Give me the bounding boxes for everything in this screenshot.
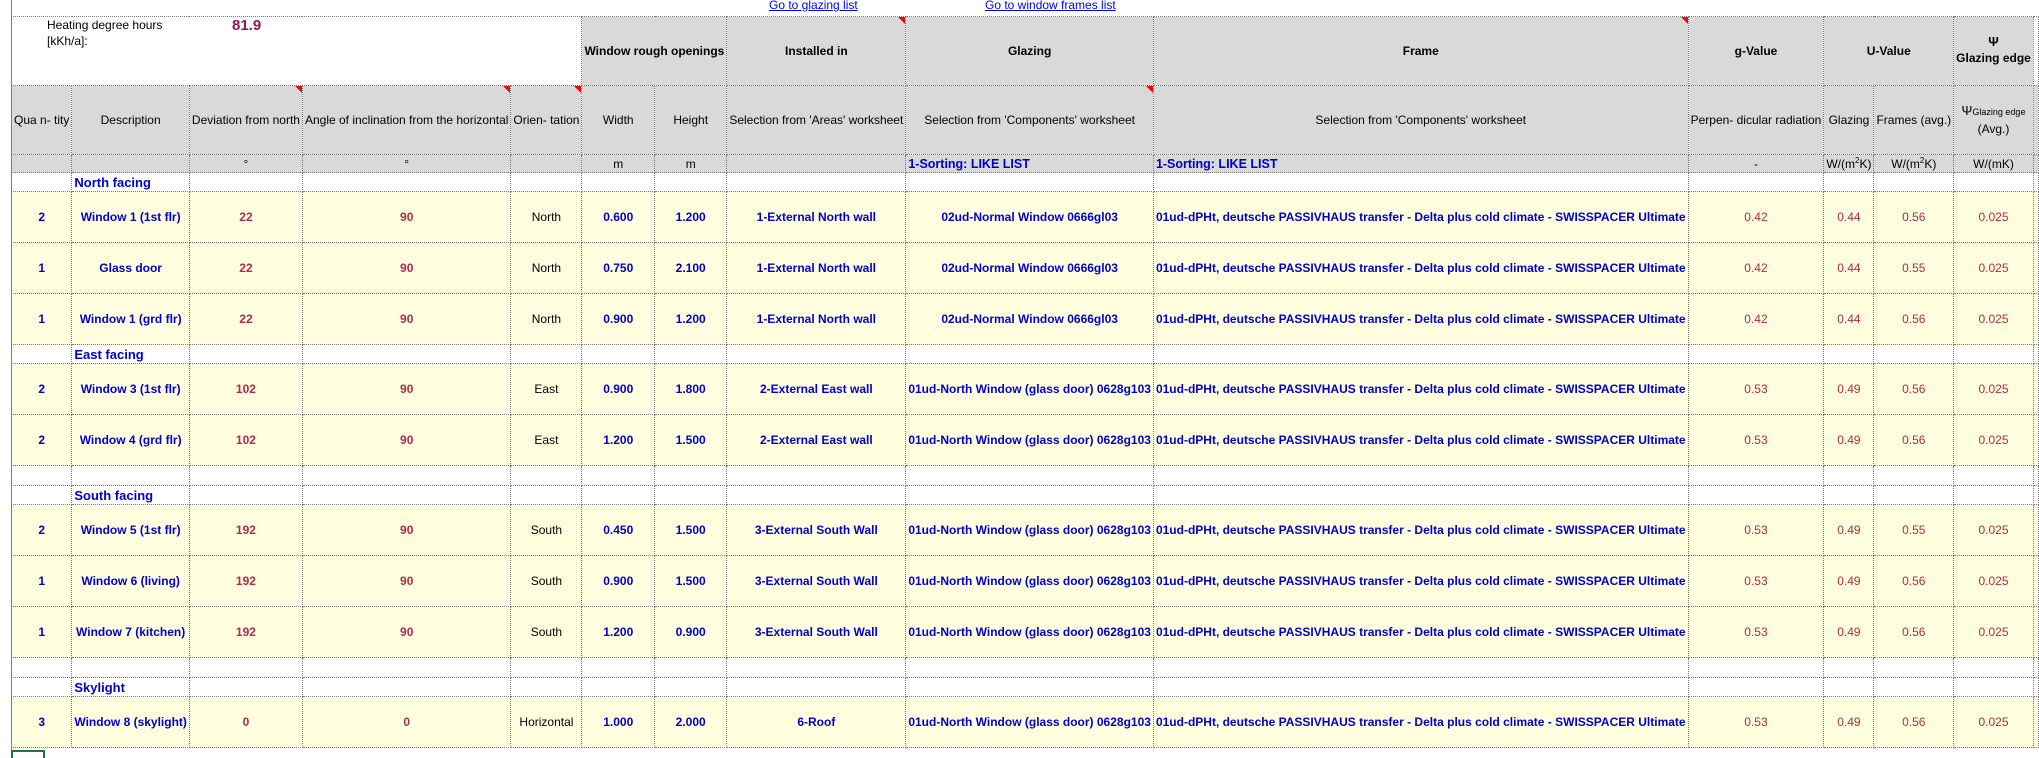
installed-in-cell[interactable]: 6-Roof	[727, 697, 906, 748]
unit-cell	[727, 155, 906, 173]
g-value-cell[interactable]: 0.42	[1688, 243, 1824, 294]
frame-col-header: Selection from 'Components' worksheet	[1153, 86, 1688, 155]
quantity-cell[interactable]: 2	[12, 415, 72, 466]
frame-cell[interactable]: 01ud-dPHt, deutsche PASSIVHAUS transfer - Delta plus cold climate - SWISSPACER Ultimate	[1153, 294, 1688, 345]
quantity-cell[interactable]: 2	[12, 192, 72, 243]
empty-cell[interactable]	[906, 345, 1154, 364]
glazing-cell[interactable]: 01ud-North Window (glass door) 0628g103	[906, 607, 1154, 658]
empty-cell[interactable]	[582, 678, 655, 697]
description-cell[interactable]: Window 3 (1st flr)	[72, 364, 190, 415]
empty-cell[interactable]	[1954, 173, 2034, 192]
empty-cell[interactable]	[2033, 466, 2038, 486]
empty-cell[interactable]	[1954, 486, 2034, 505]
empty-cell[interactable]	[189, 486, 302, 505]
empty-cell[interactable]	[511, 658, 582, 678]
glazing-list-link[interactable]: Go to glazing list	[769, 0, 858, 12]
section-row	[12, 173, 2039, 192]
installed-in-cell[interactable]: 1-External North wall	[727, 192, 906, 243]
empty-cell[interactable]	[302, 345, 510, 364]
empty-cell[interactable]	[1688, 678, 1824, 697]
deviation-col-header: Deviation from north	[189, 86, 302, 155]
orientation-col-header: Orien- tation	[511, 86, 582, 155]
empty-cell[interactable]	[727, 466, 906, 486]
u-frames-unit: $W/(m^2K)$	[1874, 155, 1954, 173]
empty-cell[interactable]	[582, 658, 655, 678]
installed-in-cell[interactable]: 1-External North wall	[727, 243, 906, 294]
empty-cell[interactable]	[1153, 466, 1688, 486]
glazing-cell[interactable]: 02ud-Normal Window 0666gl03	[906, 294, 1154, 345]
empty-cell[interactable]	[1954, 678, 2034, 697]
orientation-cell[interactable]: South	[511, 607, 582, 658]
psi-cell[interactable]: 0.025	[1954, 505, 2034, 556]
empty-cell[interactable]	[511, 678, 582, 697]
section-label[interactable]: Skylight	[72, 678, 190, 697]
orientation-cell[interactable]: North	[511, 294, 582, 345]
empty-cell[interactable]	[189, 678, 302, 697]
empty-cell[interactable]	[12, 345, 72, 364]
orientation-cell[interactable]: North	[511, 243, 582, 294]
glazing-sorting[interactable]: 1-Sorting: LIKE LIST	[906, 155, 1154, 173]
u-glazing-col-header: Glazing	[1824, 86, 1874, 155]
u-glazing-cell[interactable]: 0.49	[1824, 697, 1874, 748]
window-row	[12, 243, 2039, 294]
orientation-cell[interactable]: Horizontal	[511, 697, 582, 748]
window-row	[12, 192, 2039, 243]
installed-in-header: Installed in	[727, 17, 906, 86]
frame-cell[interactable]: 01ud-dPHt, deutsche PASSIVHAUS transfer - Delta plus cold climate - SWISSPACER Ultimate	[1153, 364, 1688, 415]
u-glazing-cell[interactable]: 0.44	[1824, 243, 1874, 294]
header-spacer	[12, 17, 582, 86]
deviation-cell[interactable]: 22	[189, 243, 302, 294]
empty-cell[interactable]	[582, 173, 655, 192]
window-row	[12, 294, 2039, 345]
width-cell[interactable]: 1.000	[582, 697, 655, 748]
height-cell[interactable]: 1.500	[655, 415, 727, 466]
empty-cell[interactable]	[302, 466, 510, 486]
empty-cell[interactable]	[1153, 173, 1688, 192]
u-frames-cell[interactable]: 0.56	[1874, 556, 1954, 607]
angle-cell[interactable]: 90	[302, 415, 510, 466]
deviation-cell[interactable]: 192	[189, 607, 302, 658]
empty-cell[interactable]	[582, 486, 655, 505]
description-cell[interactable]: Glass door	[72, 243, 190, 294]
width-cell[interactable]: 1.200	[582, 415, 655, 466]
frame-cell[interactable]: 01ud-dPHt, deutsche PASSIVHAUS transfer - Delta plus cold climate - SWISSPACER Ultimate	[1153, 415, 1688, 466]
psi-cell[interactable]: 0.025	[1954, 556, 2034, 607]
u-frames-cell[interactable]: 0.56	[1874, 294, 1954, 345]
glazing-cell[interactable]: 01ud-North Window (glass door) 0628g103	[906, 364, 1154, 415]
angle-cell[interactable]: 90	[302, 556, 510, 607]
empty-cell[interactable]	[906, 678, 1154, 697]
comment-indicator[interactable]	[1681, 17, 1688, 24]
section-row	[12, 678, 2039, 697]
rough-openings-header: Window rough openings	[582, 17, 727, 86]
glazing-cell[interactable]: 01ud-North Window (glass door) 0628g103	[906, 697, 1154, 748]
empty-cell[interactable]	[302, 678, 510, 697]
empty-cell[interactable]	[2033, 364, 2038, 415]
window-frames-list-link[interactable]: Go to window frames list	[985, 0, 1116, 12]
glazing-cell[interactable]: 01ud-North Window (glass door) 0628g103	[906, 415, 1154, 466]
width-cell[interactable]: 1.200	[582, 607, 655, 658]
empty-cell[interactable]	[2033, 556, 2038, 607]
empty-cell[interactable]	[2033, 345, 2038, 364]
height-cell[interactable]: 1.200	[655, 192, 727, 243]
psi-cell[interactable]: 0.025	[1954, 294, 2034, 345]
window-row	[12, 697, 2039, 748]
empty-cell[interactable]	[1688, 345, 1824, 364]
empty-cell[interactable]	[2033, 486, 2038, 505]
empty-cell[interactable]	[302, 658, 510, 678]
frame-cell[interactable]: 01ud-dPHt, deutsche PASSIVHAUS transfer - Delta plus cold climate - SWISSPACER Ultimate	[1153, 556, 1688, 607]
comment-indicator[interactable]	[898, 17, 905, 24]
perpendicular-radiation-col-header: Perpen- dicular radiation	[1688, 86, 1824, 155]
empty-cell[interactable]	[1874, 658, 1954, 678]
empty-cell[interactable]	[12, 658, 72, 678]
window-row	[12, 364, 2039, 415]
window-row	[12, 556, 2039, 607]
installed-in-cell[interactable]: 1-External North wall	[727, 294, 906, 345]
angle-col-header: Angle of inclination from the horizontal	[302, 86, 510, 155]
empty-cell[interactable]	[1153, 345, 1688, 364]
empty-cell[interactable]	[906, 658, 1154, 678]
u-glazing-cell[interactable]: 0.49	[1824, 505, 1874, 556]
deviation-cell[interactable]: 102	[189, 364, 302, 415]
description-cell[interactable]: Window 5 (1st flr)	[72, 505, 190, 556]
description-cell[interactable]: Window 1 (grd flr)	[72, 294, 190, 345]
comment-indicator[interactable]	[1146, 86, 1153, 93]
comment-indicator[interactable]	[574, 86, 581, 93]
installed-in-cell[interactable]: 3-External South Wall	[727, 505, 906, 556]
quantity-col-header: Qua n- tity	[12, 86, 72, 155]
empty-cell[interactable]	[655, 466, 727, 486]
blank-row	[12, 658, 2039, 678]
angle-cell[interactable]: 90	[302, 607, 510, 658]
glazing-cell[interactable]: 01ud-North Window (glass door) 0628g103	[906, 505, 1154, 556]
height-unit: m	[655, 155, 727, 173]
frame-cell[interactable]: 01ud-dPHt, deutsche PASSIVHAUS transfer - Delta plus cold climate - SWISSPACER Ultimate	[1153, 607, 1688, 658]
g-value-cell[interactable]: 0.53	[1688, 556, 1824, 607]
empty-cell[interactable]	[1688, 658, 1824, 678]
height-cell[interactable]: 1.500	[655, 505, 727, 556]
empty-cell[interactable]	[511, 466, 582, 486]
empty-cell[interactable]	[1824, 658, 1874, 678]
quantity-cell[interactable]: 1	[12, 556, 72, 607]
description-cell[interactable]: Window 8 (skylight)	[72, 697, 190, 748]
section-label[interactable]: North facing	[72, 173, 190, 192]
orientation-cell[interactable]: South	[511, 556, 582, 607]
angle-cell[interactable]: 90	[302, 243, 510, 294]
deviation-cell[interactable]: 102	[189, 415, 302, 466]
g-value-cell[interactable]: 0.53	[1688, 364, 1824, 415]
comment-indicator[interactable]	[295, 86, 302, 93]
quantity-cell[interactable]: 1	[12, 607, 72, 658]
empty-cell[interactable]	[906, 173, 1154, 192]
width-cell[interactable]: 0.750	[582, 243, 655, 294]
frame-cell[interactable]: 01ud-dPHt, deutsche PASSIVHAUS transfer - Delta plus cold climate - SWISSPACER Ultimate	[1153, 697, 1688, 748]
frame-cell[interactable]: 01ud-dPHt, deutsche PASSIVHAUS transfer - Delta plus cold climate - SWISSPACER Ultimate	[1153, 505, 1688, 556]
empty-cell[interactable]	[1153, 678, 1688, 697]
empty-cell[interactable]	[2033, 415, 2038, 466]
empty-cell[interactable]	[1824, 486, 1874, 505]
angle-cell[interactable]: 90	[302, 294, 510, 345]
empty-cell[interactable]	[582, 345, 655, 364]
glazing-header: Glazing	[906, 17, 1154, 86]
quantity-cell[interactable]: 3	[12, 697, 72, 748]
empty-cell[interactable]	[727, 486, 906, 505]
g-value-unit: -	[1688, 155, 1824, 173]
g-value-cell[interactable]: 0.53	[1688, 607, 1824, 658]
empty-cell[interactable]	[2033, 697, 2038, 748]
glazing-cell[interactable]: 01ud-North Window (glass door) 0628g103	[906, 556, 1154, 607]
width-cell[interactable]: 0.900	[582, 294, 655, 345]
u-glazing-cell[interactable]: 0.44	[1824, 192, 1874, 243]
blank-row	[12, 466, 2039, 486]
description-cell[interactable]: Window 6 (living)	[72, 556, 190, 607]
empty-cell[interactable]	[2033, 173, 2038, 192]
description-cell[interactable]: Window 4 (grd flr)	[72, 415, 190, 466]
windows-table	[11, 16, 2039, 748]
orientation-cell[interactable]: South	[511, 505, 582, 556]
psi-cell[interactable]: 0.025	[1954, 243, 2034, 294]
unit-cell	[511, 155, 582, 173]
orientation-cell[interactable]: East	[511, 364, 582, 415]
empty-cell[interactable]	[189, 345, 302, 364]
g-value-cell[interactable]: 0.42	[1688, 294, 1824, 345]
empty-cell[interactable]	[189, 658, 302, 678]
empty-cell[interactable]	[582, 466, 655, 486]
frame-cell[interactable]: 01ud-dPHt, deutsche PASSIVHAUS transfer - Delta plus cold climate - SWISSPACER Ultimate	[1153, 243, 1688, 294]
empty-cell[interactable]	[189, 466, 302, 486]
section-row	[12, 345, 2039, 364]
empty-cell[interactable]	[1874, 173, 1954, 192]
empty-cell[interactable]	[655, 678, 727, 697]
installed-in-cell[interactable]: 3-External South Wall	[727, 556, 906, 607]
frame-cell[interactable]: 01ud-dPHt, deutsche PASSIVHAUS transfer - Delta plus cold climate - SWISSPACER Ultimate	[1153, 192, 1688, 243]
u-glazing-cell[interactable]: 0.49	[1824, 364, 1874, 415]
empty-cell[interactable]	[72, 466, 190, 486]
empty-cell[interactable]	[1153, 486, 1688, 505]
empty-cell[interactable]	[1824, 466, 1874, 486]
installed-in-cell[interactable]: 2-External East wall	[727, 364, 906, 415]
g-value-cell[interactable]: 0.53	[1688, 697, 1824, 748]
empty-cell[interactable]	[511, 173, 582, 192]
section-row	[12, 486, 2039, 505]
empty-cell[interactable]	[1688, 173, 1824, 192]
u-frames-cell[interactable]: 0.56	[1874, 415, 1954, 466]
description-cell[interactable]: Window 7 (kitchen)	[72, 607, 190, 658]
angle-unit: °	[302, 155, 510, 173]
u-glazing-unit: $W/(m^2K)$	[1824, 155, 1874, 173]
quantity-cell[interactable]: 1	[12, 243, 72, 294]
empty-cell[interactable]	[72, 658, 190, 678]
u-glazing-cell[interactable]: 0.44	[1824, 294, 1874, 345]
orientation-cell[interactable]: East	[511, 415, 582, 466]
orientation-cell[interactable]: North	[511, 192, 582, 243]
g-value-cell[interactable]: 0.53	[1688, 505, 1824, 556]
quantity-cell[interactable]: 2	[12, 505, 72, 556]
empty-cell[interactable]	[727, 173, 906, 192]
unit-cell	[12, 155, 72, 173]
empty-cell[interactable]	[2033, 192, 2038, 243]
quantity-cell[interactable]: 2	[12, 364, 72, 415]
glazing-cell[interactable]: 02ud-Normal Window 0666gl03	[906, 243, 1154, 294]
empty-cell[interactable]	[302, 486, 510, 505]
description-cell[interactable]: Window 1 (1st flr)	[72, 192, 190, 243]
section-label[interactable]: South facing	[72, 486, 190, 505]
empty-cell[interactable]	[727, 678, 906, 697]
psi-cell[interactable]: 0.025	[1954, 415, 2034, 466]
empty-cell[interactable]	[2033, 607, 2038, 658]
empty-cell[interactable]	[511, 486, 582, 505]
psi-cell[interactable]: 0.025	[1954, 607, 2034, 658]
empty-cell[interactable]	[189, 173, 302, 192]
section-label[interactable]: East facing	[72, 345, 190, 364]
deviation-cell[interactable]: 192	[189, 505, 302, 556]
empty-cell[interactable]	[2033, 294, 2038, 345]
width-unit: m	[582, 155, 655, 173]
empty-cell[interactable]	[12, 486, 72, 505]
height-cell[interactable]: 1.500	[655, 556, 727, 607]
installed-in-cell[interactable]: 2-External East wall	[727, 415, 906, 466]
g-value-cell[interactable]: 0.42	[1688, 192, 1824, 243]
g-value-cell[interactable]: 0.53	[1688, 415, 1824, 466]
u-glazing-cell[interactable]: 0.49	[1824, 607, 1874, 658]
empty-cell[interactable]	[302, 173, 510, 192]
empty-cell[interactable]	[1824, 678, 1874, 697]
angle-cell[interactable]: 0	[302, 697, 510, 748]
u-frames-cell[interactable]: 0.56	[1874, 192, 1954, 243]
empty-cell[interactable]	[1874, 486, 1954, 505]
empty-cell[interactable]	[727, 658, 906, 678]
u-frames-cell[interactable]: 0.56	[1874, 364, 1954, 415]
u-glazing-cell[interactable]: 0.49	[1824, 415, 1874, 466]
heating-degree-hours-label: Heating degree hours [kKh/a]:	[47, 18, 163, 48]
width-col-header: Width	[582, 86, 655, 155]
empty-cell[interactable]	[655, 658, 727, 678]
height-cell[interactable]: 0.900	[655, 607, 727, 658]
window-row	[12, 607, 2039, 658]
frame-sorting[interactable]: 1-Sorting: LIKE LIST	[1153, 155, 1688, 173]
frame-header: Frame	[1153, 17, 1688, 86]
psi-glazing-edge-header: Ψ Glazing edge	[1954, 17, 2034, 86]
installed-in-cell[interactable]: 3-External South Wall	[727, 607, 906, 658]
empty-cell[interactable]	[511, 345, 582, 364]
width-cell[interactable]: 0.450	[582, 505, 655, 556]
empty-cell[interactable]	[2033, 678, 2038, 697]
height-cell[interactable]: 1.200	[655, 294, 727, 345]
empty-cell[interactable]	[1874, 678, 1954, 697]
empty-cell[interactable]	[1153, 658, 1688, 678]
description-col-header: Description	[72, 86, 190, 155]
quantity-cell[interactable]: 1	[12, 294, 72, 345]
width-cell[interactable]: 0.900	[582, 364, 655, 415]
psi-cell[interactable]: 0.025	[1954, 697, 2034, 748]
empty-cell[interactable]	[12, 466, 72, 486]
psi-cell[interactable]: 0.025	[1954, 192, 2034, 243]
u-frames-col-header: Frames (avg.)	[1874, 86, 1954, 155]
comment-indicator[interactable]	[503, 86, 510, 93]
height-cell[interactable]: 1.800	[655, 364, 727, 415]
empty-cell[interactable]	[1874, 466, 1954, 486]
deviation-cell[interactable]: 0	[189, 697, 302, 748]
u-frames-cell[interactable]: 0.55	[1874, 243, 1954, 294]
angle-cell[interactable]: 90	[302, 364, 510, 415]
u-frames-cell[interactable]: 0.56	[1874, 607, 1954, 658]
empty-cell[interactable]	[2033, 658, 2038, 678]
empty-cell[interactable]	[906, 486, 1154, 505]
height-cell[interactable]: 2.000	[655, 697, 727, 748]
deviation-cell[interactable]: 192	[189, 556, 302, 607]
u-frames-cell[interactable]: 0.55	[1874, 505, 1954, 556]
g-value-header: g-Value	[1688, 17, 1824, 86]
angle-cell[interactable]: 90	[302, 192, 510, 243]
empty-cell[interactable]	[655, 345, 727, 364]
glazing-col-header: Selection from 'Components' worksheet	[906, 86, 1154, 155]
psi-avg-col-header: ΨGlazing edge (Avg.)	[1954, 86, 2034, 155]
empty-cell[interactable]	[1954, 345, 2034, 364]
window-row	[12, 415, 2039, 466]
heating-degree-hours-value[interactable]: 81.9	[232, 17, 262, 34]
empty-cell[interactable]	[1874, 345, 1954, 364]
empty-cell[interactable]	[655, 486, 727, 505]
psi-cell[interactable]: 0.025	[1954, 364, 2034, 415]
empty-cell[interactable]	[2033, 505, 2038, 556]
u-value-header: U-Value	[1824, 17, 1954, 86]
empty-cell[interactable]	[1824, 345, 1874, 364]
deviation-cell[interactable]: 22	[189, 294, 302, 345]
width-cell[interactable]: 0.600	[582, 192, 655, 243]
selected-cell-indicator	[11, 750, 45, 758]
empty-cell[interactable]	[727, 345, 906, 364]
installed-col-header: Selection from 'Areas' worksheet	[727, 86, 906, 155]
u-frames-cell[interactable]: 0.56	[1874, 697, 1954, 748]
height-col-header: Height	[655, 86, 727, 155]
glazing-cell[interactable]: 02ud-Normal Window 0666gl03	[906, 192, 1154, 243]
height-cell[interactable]: 2.100	[655, 243, 727, 294]
angle-cell[interactable]: 90	[302, 505, 510, 556]
width-cell[interactable]: 0.900	[582, 556, 655, 607]
empty-cell[interactable]	[1688, 486, 1824, 505]
empty-cell[interactable]	[1954, 658, 2034, 678]
empty-cell[interactable]	[12, 173, 72, 192]
empty-cell[interactable]	[1954, 466, 2034, 486]
empty-cell[interactable]	[1688, 466, 1824, 486]
empty-cell[interactable]	[655, 173, 727, 192]
empty-cell[interactable]	[906, 466, 1154, 486]
empty-cell[interactable]	[12, 678, 72, 697]
deviation-unit: °	[189, 155, 302, 173]
window-row	[12, 505, 2039, 556]
empty-cell[interactable]	[1824, 173, 1874, 192]
unit-cell	[72, 155, 190, 173]
u-glazing-cell[interactable]: 0.49	[1824, 556, 1874, 607]
psi-unit: W/(mK)	[1954, 155, 2034, 173]
deviation-cell[interactable]: 22	[189, 192, 302, 243]
empty-cell[interactable]	[2033, 243, 2038, 294]
